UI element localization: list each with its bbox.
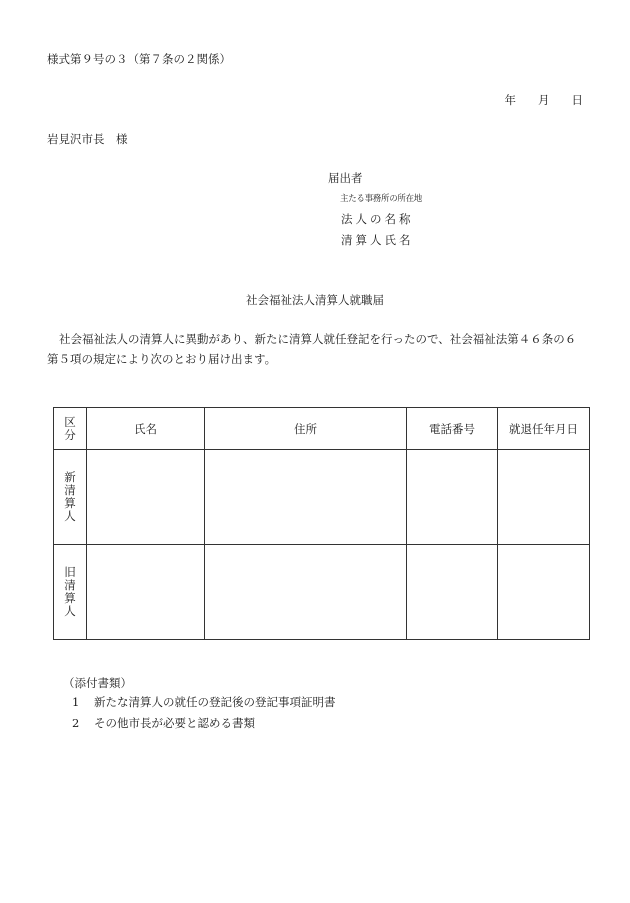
corporation-name-label: 法人の名称	[341, 212, 414, 226]
date-cell[interactable]	[498, 450, 590, 545]
header-category: 区分	[54, 408, 87, 450]
document-title: 社会福祉法人清算人就職届	[246, 293, 384, 307]
attachment-number: 1	[72, 695, 80, 709]
body-text: 社会福祉法人の清算人に異動があり、新たに清算人就任登記を行ったので、社会福祉法第４６条の６第５項の規定により次のとおり届け出ます。	[47, 332, 577, 366]
addressee: 岩見沢市長 様	[47, 132, 128, 146]
table-header-row	[54, 408, 590, 450]
date-line	[505, 92, 584, 108]
attachment-item	[72, 715, 255, 731]
header-name: 氏名	[87, 408, 205, 450]
address-cell[interactable]	[205, 545, 407, 640]
phone-cell[interactable]	[407, 545, 498, 640]
table-row	[54, 545, 590, 640]
header-phone: 電話番号	[407, 408, 498, 450]
header-date: 就退任年月日	[498, 408, 590, 450]
attachment-text: その他市長が必要と認める書類	[94, 716, 255, 730]
row-category: 旧清算人	[54, 545, 87, 640]
date-cell[interactable]	[498, 545, 590, 640]
date-month: 月	[538, 93, 550, 107]
header-address: 住所	[205, 408, 407, 450]
attachment-item	[72, 694, 336, 710]
row-category: 新清算人	[54, 450, 87, 545]
table-row	[54, 450, 590, 545]
reporter-heading: 届出者	[328, 171, 363, 185]
name-cell[interactable]	[87, 545, 205, 640]
attachments-heading: （添付書類）	[63, 676, 132, 690]
liquidator-name-label: 清算人氏名	[341, 233, 414, 247]
phone-cell[interactable]	[407, 450, 498, 545]
form-number: 様式第９号の３（第７条の２関係）	[47, 52, 231, 66]
address-cell[interactable]	[205, 450, 407, 545]
date-year: 年	[504, 93, 516, 107]
date-day: 日	[571, 93, 583, 107]
attachment-text: 新たな清算人の就任の登記後の登記事項証明書	[94, 695, 336, 709]
name-cell[interactable]	[87, 450, 205, 545]
office-address-label: 主たる事務所の所在地	[340, 194, 423, 204]
liquidator-table	[53, 407, 590, 640]
attachment-number: 2	[72, 716, 80, 730]
